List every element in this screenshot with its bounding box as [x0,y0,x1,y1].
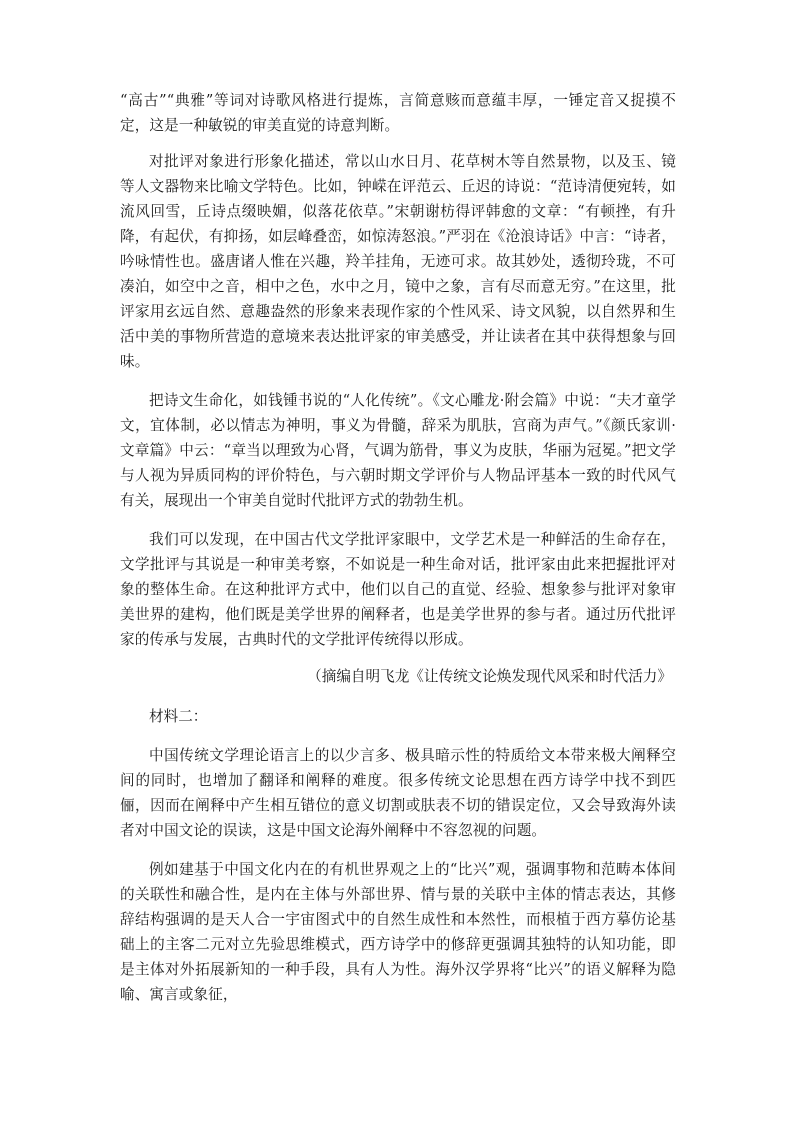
paragraph-4: 我们可以发现，在中国古代文学批评家眼中，文学艺术是一种鲜活的生命存在，文学批评与其说是一种审美考察，不如说是一种生命对话，批评家由此来把握批评对象的整体生命。在这种批评方式中，他们以自己的直觉、经验、想象参与批评对象审美世界的建构，他们既是美学世界的阐释者，也是美学世界的参与者。通过历代批评家的传承与发展，古典时代的文学批评传统得以形成。 [120,531,676,648]
paragraph-3: 把诗文生命化，如钱锺书说的“人化传统”。《文心雕龙·附会篇》中说：“夫才童学文，宜体制，必以情志为神明，事义为骨髓，辞采为肌肤，宫商为声气。”《颜氏家训·文章篇》中云：“章当以理致为心肾，气调为筋骨，事义为皮肤，华丽为冠冕。”把文学与人视为异质同构的评价特色，与六朝时期文学评价与人物品评基本一致的时代风气有关，展现出一个审美自觉时代批评方式的勃勃生机。 [120,392,676,509]
section-heading: 材料二： [149,707,208,725]
source-citation: （摘编自明飞龙《让传统文论焕发现代风采和时代活力》 [307,668,672,685]
paragraph-1: “高古”“典雅”等词对诗歌风格进行提炼，言简意赅而意蕴丰厚，一锤定音又捉摸不定，这是一种敏锐的审美直觉的诗意判断。 [120,92,676,134]
paragraph-6: 例如建基于中国文化内在的有机世界观之上的“比兴”观，强调事物和范畴本体间的关联性和融合性，是内在主体与外部世界、情与景的关联中主体的情志表达，其修辞结构强调的是天人合一宇宙图式中的自然生成性和本然性，而根植于西方摹仿论基础上的主客二元对立先验思维模式，西方诗学中的修辞更强调其独特的认知功能，即是主体对外拓展新知的一种手段，具有人为性。海外汉学界将“比兴”的语义解释为隐喻、寓言或象征， [120,861,676,1004]
paragraph-5: 中国传统文学理论语言上的以少言多、极具暗示性的特质给文本带来极大阐释空间的同时，也增加了翻译和阐释的难度。很多传统文论思想在西方诗学中找不到匹俪，因而在阐释中产生相互错位的意义切割或肤表不切的错误定位，又会导致海外读者对中国文论的误读，这是中国文论海外阐释中不容忽视的问题。 [120,747,676,840]
paragraph-2: 对批评对象进行形象化描述，常以山水日月、花草树木等自然景物，以及玉、镜等人文器物来比喻文学特色。比如，钟嵘在评范云、丘迟的诗说：“范诗清便宛转，如流风回雪，丘诗点缀映媚，似落花依草。”宋朝谢枋得评韩愈的文章：“有顿挫，有升降，有起伏，有抑扬，如层峰叠峦，如惊涛怒浪。”严羽在《沧浪诗话》中言：“诗者，吟咏情性也。盛唐诸人惟在兴趣，羚羊挂角，无迹可求。故其妙处，透彻玲珑，不可凑泊，如空中之音，相中之色，水中之月，镜中之象，言有尽而意无穷。”在这里，批评家用玄远自然、意趣盎然的形象来表现作家的个性风采、诗文风貌，以自然界和生活中美的事物所营造的意境来表达批评家的审美感受，并让读者在其中获得想象与回味。 [120,153,676,370]
document-page [120,88,676,1007]
